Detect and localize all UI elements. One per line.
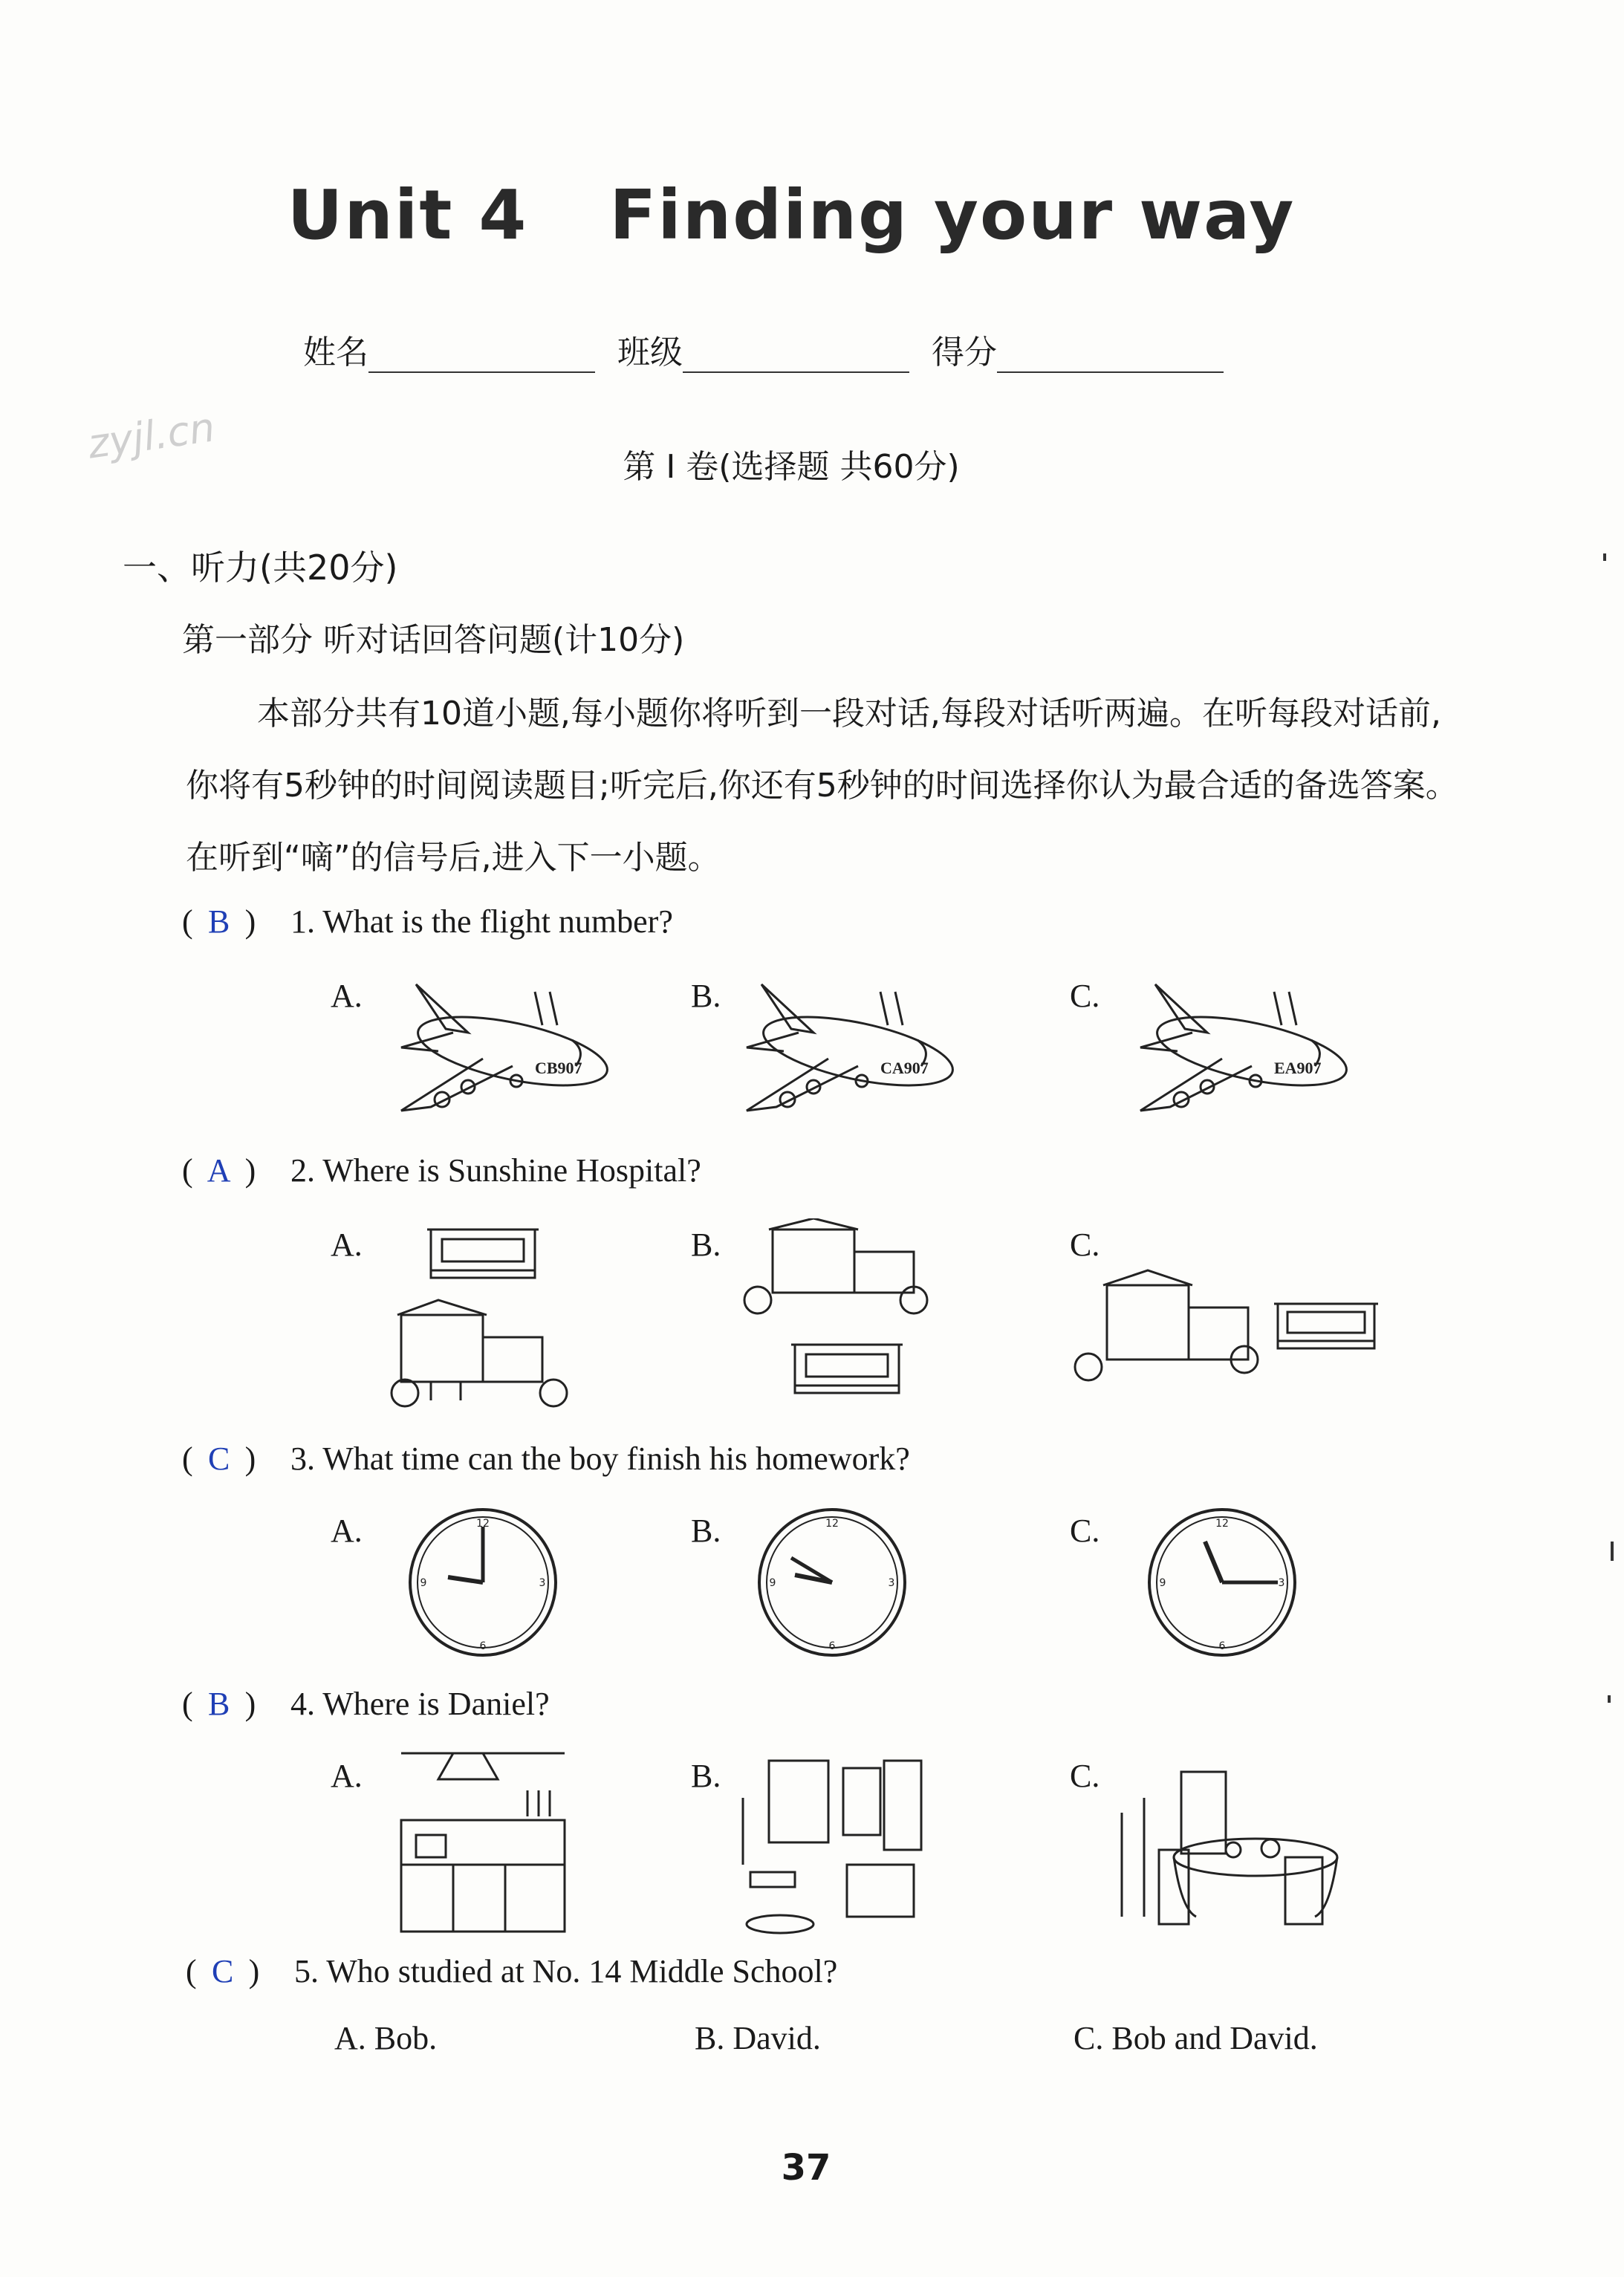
paren-open: ( (182, 1440, 193, 1477)
svg-text:3: 3 (888, 1577, 895, 1589)
paren-close: ) (244, 1152, 256, 1189)
question-text: 3. What time can the boy finish his homework? (290, 1440, 910, 1477)
airplane-image-b[interactable] (732, 969, 955, 1133)
svg-text:6: 6 (479, 1640, 487, 1652)
question-2 (182, 1152, 701, 1189)
scan-mark (1608, 1695, 1611, 1703)
hospital-scene-c[interactable] (1070, 1263, 1382, 1397)
option-text[interactable]: A. Bob. (334, 2020, 438, 2056)
clock-image-a[interactable] (405, 1504, 561, 1660)
question-text: 1. What is the flight number? (290, 903, 673, 940)
option-label: A. (331, 978, 363, 1014)
paren-close: ) (244, 903, 256, 940)
paren-open: ( (186, 1953, 197, 1989)
option-text[interactable]: B. David. (695, 2020, 821, 2056)
svg-text:12: 12 (825, 1518, 839, 1530)
answer: B (207, 1686, 230, 1722)
paren-close: ) (244, 1440, 256, 1477)
flight-number: EA907 (1274, 1059, 1322, 1077)
living-room-image[interactable] (735, 1746, 929, 1939)
volume-heading: 第 I 卷(选择题 共60分) (623, 448, 960, 486)
page-number: 37 (781, 2147, 831, 2189)
option-label: A. (331, 1227, 363, 1263)
name-label: 姓名 (303, 334, 368, 371)
kitchen-image[interactable] (394, 1746, 572, 1939)
option-label: A. (331, 1513, 363, 1549)
paren-open: ( (182, 1152, 193, 1189)
score-label: 得分 (932, 334, 997, 371)
svg-text:12: 12 (1215, 1518, 1229, 1530)
section-heading: 一、听力(共20分) (123, 548, 398, 588)
svg-text:6: 6 (1218, 1640, 1226, 1652)
hospital-scene-b[interactable] (735, 1218, 936, 1412)
question-5 (186, 1952, 837, 1990)
instructions-paragraph: 本部分共有10道小题,每小题你将听到一段对话,每段对话听两遍。在听每段对话前,你将有5秒钟的时间阅读题目;听完后,你还有5秒钟的时间选择你认为最合适的备选答案。在听到“嘀”的信号后,进入下一小题。 (186, 695, 1458, 877)
svg-text:9: 9 (769, 1577, 776, 1589)
paren-open: ( (182, 1686, 193, 1722)
question-1 (182, 903, 673, 941)
unit-name: Finding your way (609, 175, 1296, 255)
option-label: C. (1070, 978, 1100, 1014)
scan-mark (1611, 1542, 1614, 1561)
answer: B (207, 903, 230, 940)
flight-number: CA907 (880, 1059, 929, 1077)
question-text: 4. Where is Daniel? (290, 1686, 550, 1722)
option-label: C. (1070, 1513, 1100, 1549)
question-3 (182, 1440, 910, 1478)
scan-mark (1603, 553, 1606, 561)
svg-text:6: 6 (828, 1640, 836, 1652)
svg-text:9: 9 (1159, 1577, 1166, 1589)
class-blank[interactable] (683, 339, 909, 373)
student-info (303, 325, 1235, 373)
option-label: C. (1070, 1758, 1100, 1794)
paren-close: ) (248, 1953, 260, 1989)
answer: C (211, 1953, 234, 1989)
airplane-image-a[interactable] (386, 969, 609, 1133)
paren-close: ) (244, 1686, 256, 1722)
svg-text:3: 3 (539, 1577, 546, 1589)
clock-image-b[interactable] (754, 1504, 910, 1660)
flight-number: CB907 (535, 1059, 582, 1077)
option-label: B. (691, 978, 721, 1014)
paren-open: ( (182, 903, 193, 940)
watermark: zyjl.cn (85, 403, 218, 468)
answer: C (207, 1440, 230, 1477)
option-label: B. (691, 1513, 721, 1549)
question-text: 2. Where is Sunshine Hospital? (290, 1152, 701, 1189)
option-label: B. (691, 1227, 721, 1263)
clock-image-c[interactable] (1144, 1504, 1300, 1660)
option-text[interactable]: C. Bob and David. (1074, 2020, 1318, 2056)
name-blank[interactable] (368, 339, 595, 373)
unit-label: Unit 4 (287, 175, 528, 255)
answer: A (207, 1152, 231, 1189)
airplane-image-c[interactable] (1126, 969, 1348, 1133)
question-4 (182, 1685, 550, 1723)
hospital-scene-a[interactable] (386, 1218, 579, 1412)
question-text: 5. Who studied at No. 14 Middle School? (294, 1953, 838, 1989)
score-blank[interactable] (997, 339, 1224, 373)
class-label: 班级 (617, 334, 683, 371)
svg-text:9: 9 (420, 1577, 427, 1589)
page-title (0, 175, 1582, 255)
svg-text:12: 12 (476, 1518, 490, 1530)
dining-room-image[interactable] (1114, 1768, 1352, 1932)
svg-text:3: 3 (1278, 1577, 1285, 1589)
option-label: A. (331, 1758, 363, 1794)
part-heading: 第一部分 听对话回答问题(计10分) (182, 621, 685, 659)
option-label: C. (1070, 1227, 1100, 1263)
option-label: B. (691, 1758, 721, 1794)
